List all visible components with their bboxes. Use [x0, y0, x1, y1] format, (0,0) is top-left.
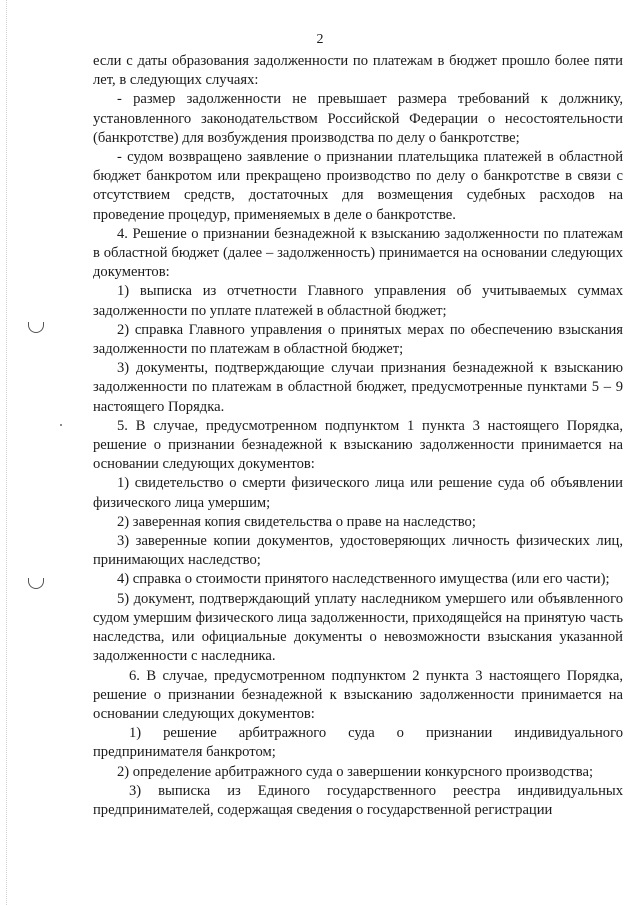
document-body — [93, 52, 623, 820]
paragraph: 3) заверенные копии документов, удостоверяющих личность физических лиц, принимающих наследство; — [93, 533, 623, 569]
page-number: 2 — [316, 32, 324, 47]
binding-hole-mark — [28, 578, 44, 589]
paragraph: 1) выписка из отчетности Главного управления об учитываемых суммах задолженности по уплате платежей в областной бюджет; — [93, 283, 623, 319]
paragraph: 5) документ, подтверждающий уплату наследником умершего или объявленного судом умершим физического лица задолженности, приходящейся на принятую часть наследства, или официальные документы о невозможности взыскания указанной задолженности с наследника. — [93, 590, 623, 665]
paragraph: 5. В случае, предусмотренном подпунктом 1 пункта 3 настоящего Порядка, решение о признании безнадежной к взысканию задолженности принимается на основании следующих документов: — [93, 417, 623, 473]
paragraph: 4. Решение о признании безнадежной к взысканию задолженности по платежам в областной бюджет (далее – задолженность) принимается на основании следующих документов: — [93, 225, 623, 281]
scan-speck — [60, 424, 62, 426]
paragraph: 2) справка Главного управления о принятых мерах по обеспечению взыскания задолженности по платежам в областной бюджет; — [93, 321, 623, 358]
paragraph: 1) свидетельство о смерти физического лица или решение суда об объявлении физического лица умершим; — [93, 475, 623, 511]
paragraph: 3) документы, подтверждающие случаи признания безнадежной к взысканию задолженности по платежам в областной бюджет, предусмотренные пунктами 5 – 9 настоящего Порядка. — [93, 360, 623, 415]
paragraph: 3) выписка из Единого государственного реестра индивидуальных предпринимателей, содержащая сведения о государственной регистрации — [93, 782, 623, 818]
paragraph: 6. В случае, предусмотренном подпунктом 2 пункта 3 настоящего Порядка, решение о признании безнадежной к взысканию задолженности принимается на основании следующих документов: — [93, 667, 623, 722]
scan-margin-line — [6, 0, 7, 905]
paragraph: - судом возвращено заявление о признании плательщика платежей в областной бюджет банкротом или прекращено производство по делу о банкротстве в связи с отсутствием средств, достаточных для возмещения судебных расходов на проведение процедур, применяемых в деле о банкротстве. — [93, 149, 623, 223]
paragraph: если с даты образования задолженности по платежам в бюджет прошло более пяти лет, в следующих случаях: — [93, 53, 623, 89]
paragraph: 2) определение арбитражного суда о завершении конкурсного производства; — [117, 763, 594, 780]
paragraph: - размер задолженности не превышает размера требований к должнику, установленного законодательством Российской Федерации о несостоятельности (банкротстве) для возбуждения производства по делу о банкротстве; — [93, 91, 623, 146]
binding-hole-mark — [28, 322, 44, 333]
paragraph: 4) справка о стоимости принятого наследственного имущества (или его части); — [117, 571, 610, 588]
paragraph: 2) заверенная копия свидетельства о праве на наследство; — [117, 513, 476, 530]
paragraph: 1) решение арбитражного суда о признании индивидуального предпринимателя банкротом; — [93, 725, 623, 761]
